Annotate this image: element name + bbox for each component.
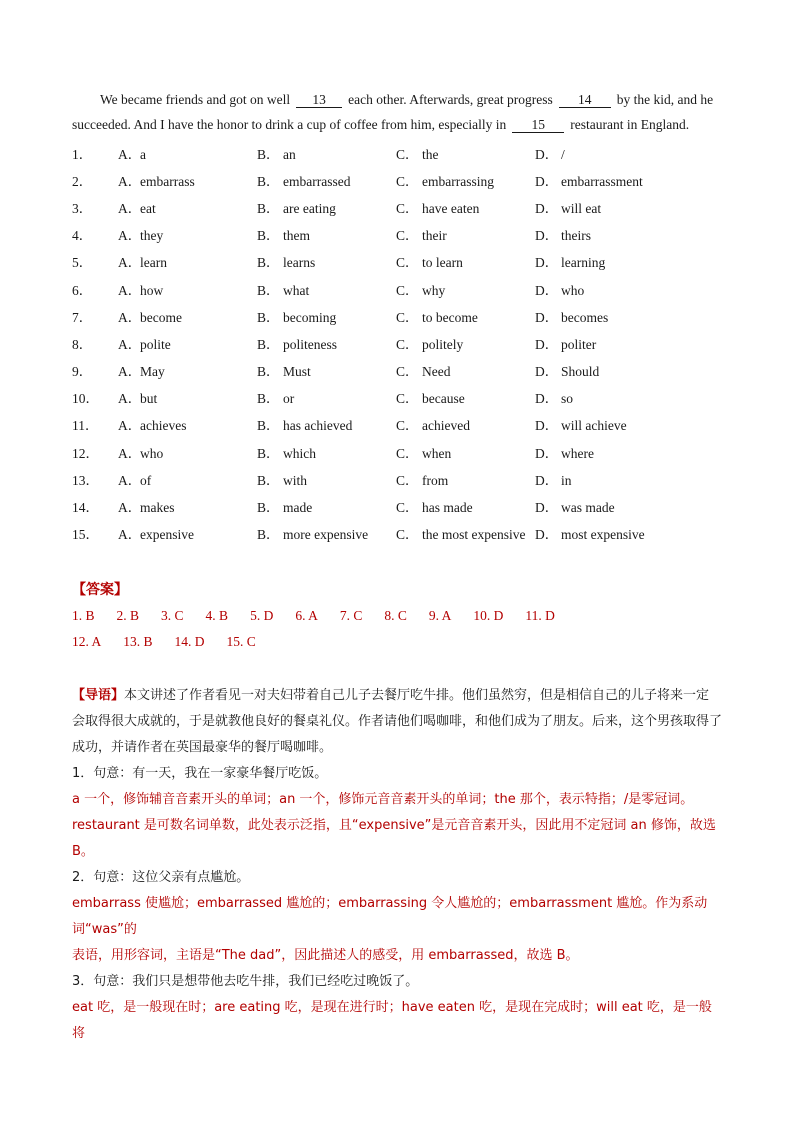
option-text: the most expensive: [422, 527, 526, 543]
option-text: which: [283, 445, 316, 461]
q3-explain-line: eat 吃，是一般现在时；are eating 吃，是现在进行时；have eaten 吃，是现在完成时；will eat 吃，是一般将: [72, 999, 712, 1041]
option-d: [535, 251, 674, 271]
guide-section: [72, 683, 722, 1047]
question-row: [72, 411, 722, 438]
guide-tag: 【导语】: [72, 687, 125, 703]
option-label: C．: [396, 527, 419, 543]
q1-explain-line: a 一个，修饰辅音音素开头的单词；an 一个，修饰元音音素开头的单词；the 那个，表示特指；/是零冠词。: [72, 791, 694, 807]
option-text: becomes: [561, 309, 609, 325]
answer-line-1: [72, 607, 722, 625]
option-label: D．: [535, 527, 559, 543]
option-a: [118, 414, 257, 434]
option-a: [118, 387, 257, 407]
option-label: C．: [396, 391, 419, 407]
question-number: 3．: [72, 200, 93, 216]
option-d: [535, 224, 674, 244]
option-label: B．: [257, 146, 280, 162]
answer-item: 9. A: [428, 607, 452, 623]
option-d: [535, 333, 674, 353]
option-label: D．: [535, 336, 559, 352]
option-text: with: [283, 472, 308, 488]
answer-item: 3. C: [161, 607, 184, 623]
option-text: why: [422, 282, 446, 298]
option-text: have eaten: [422, 200, 480, 216]
option-text: embarrass: [140, 173, 195, 189]
option-label: D．: [535, 309, 559, 325]
option-d: [535, 469, 674, 489]
option-b: [257, 414, 396, 434]
option-b: [257, 224, 396, 244]
question-row: [72, 166, 722, 193]
option-b: [257, 387, 396, 407]
option-d: [535, 279, 674, 299]
blank-14: 14: [559, 92, 611, 108]
question-row: [72, 438, 722, 465]
option-text: has made: [422, 500, 473, 516]
question-number: 10．: [72, 391, 99, 407]
option-label: A．: [118, 146, 142, 162]
passage-text-1: We became friends and got on well: [100, 92, 291, 107]
option-b: [257, 360, 396, 380]
option-b: [257, 197, 396, 217]
option-c: [396, 496, 535, 516]
answer-item: 8. C: [384, 607, 407, 623]
option-label: B．: [257, 336, 280, 352]
option-a: [118, 360, 257, 380]
option-c: [396, 279, 535, 299]
option-text: embarrassing: [422, 173, 494, 189]
option-label: C．: [396, 418, 419, 434]
option-a: [118, 523, 257, 543]
option-a: [118, 333, 257, 353]
option-a: [118, 251, 257, 271]
option-c: [396, 224, 535, 244]
option-label: B．: [257, 527, 280, 543]
option-text: achieves: [140, 418, 187, 434]
option-label: A．: [118, 336, 142, 352]
question-number: 12．: [72, 445, 99, 461]
option-text: achieved: [422, 418, 470, 434]
option-label: D．: [535, 472, 559, 488]
option-label: B．: [257, 391, 280, 407]
option-label: A．: [118, 418, 142, 434]
option-label: C．: [396, 173, 419, 189]
option-text: politely: [422, 336, 464, 352]
option-label: A．: [118, 472, 142, 488]
question-number: 5．: [72, 255, 93, 271]
question-row: [72, 492, 722, 519]
question-row: [72, 193, 722, 220]
option-text: who: [140, 445, 164, 461]
option-text: in: [561, 472, 572, 488]
option-label: B．: [257, 500, 280, 516]
option-d: [535, 360, 674, 380]
question-row: [72, 248, 722, 275]
option-label: D．: [535, 500, 559, 516]
question-number: 1．: [72, 146, 93, 162]
option-d: [535, 523, 674, 543]
question-number: 14．: [72, 500, 99, 516]
guide-intro-para: [72, 683, 722, 761]
option-label: C．: [396, 228, 419, 244]
option-text: them: [283, 228, 310, 244]
question-row: [72, 520, 722, 547]
question-row: [72, 384, 722, 411]
option-text: what: [283, 282, 310, 298]
option-label: B．: [257, 228, 280, 244]
option-text: politer: [561, 336, 597, 352]
option-a: [118, 442, 257, 462]
option-label: D．: [535, 445, 559, 461]
answer-item: 2. B: [116, 607, 140, 623]
option-label: A．: [118, 500, 142, 516]
option-text: eat: [140, 200, 156, 216]
blank-13: 13: [296, 92, 342, 108]
answer-heading: 【答案】: [72, 581, 128, 598]
question-number: 9．: [72, 364, 93, 380]
option-label: A．: [118, 282, 142, 298]
question-number: 2．: [72, 173, 93, 189]
question-row: [72, 302, 722, 329]
option-c: [396, 333, 535, 353]
option-label: D．: [535, 418, 559, 434]
guide-intro: 本文讲述了作者看见一对夫妇带着自己儿子去餐厅吃牛排。他们虽然穷，但是相信自己的儿子将来一定会取得很大成就的，于是就教他良好的餐桌礼仪。作者请他们喝咖啡，和他们成为了朋友。后来，这个男孩取得了成功，并请作者在英国最豪华的餐厅喝咖啡。: [72, 687, 723, 755]
option-label: D．: [535, 255, 559, 271]
option-text: made: [283, 500, 313, 516]
option-text: was made: [561, 500, 615, 516]
option-label: C．: [396, 282, 419, 298]
option-text: /: [561, 146, 565, 162]
option-text: but: [140, 391, 158, 407]
option-label: A．: [118, 200, 142, 216]
option-text: Need: [422, 364, 451, 380]
option-text: makes: [140, 500, 175, 516]
answer-item: 7. C: [339, 607, 363, 623]
option-text: how: [140, 282, 164, 298]
option-text: the: [422, 146, 439, 162]
option-label: C．: [396, 364, 419, 380]
option-label: C．: [396, 445, 419, 461]
option-a: [118, 279, 257, 299]
q2-explain-line: 表语，用形容词，主语是“The dad”，因此描述人的感受，用 embarrassed，故选 B。: [72, 947, 579, 963]
option-a: [118, 170, 257, 190]
passage-text-3: by the kid, and he succeeded. And I have the honor to drink a cup of coffee from him, especially in: [72, 92, 714, 132]
option-text: an: [283, 146, 296, 162]
option-text: are eating: [283, 200, 336, 216]
option-text: they: [140, 228, 164, 244]
question-row: [72, 357, 722, 384]
option-b: [257, 170, 396, 190]
answer-item: 12. A: [72, 633, 102, 649]
option-c: [396, 170, 535, 190]
option-label: B．: [257, 200, 280, 216]
q1-explain-title: 1．句意：有一天，我在一家豪华餐厅吃饭。: [72, 765, 328, 781]
option-text: has achieved: [283, 418, 353, 434]
option-text: to become: [422, 309, 478, 325]
document-page: [72, 88, 722, 1047]
q2-explain-line: embarrass 使尴尬；embarrassed 尴尬的；embarrassing 令人尴尬的；embarrassment 尴尬。作为系动词“was”的: [72, 895, 708, 937]
option-text: their: [422, 228, 447, 244]
option-a: [118, 143, 257, 163]
option-text: from: [422, 472, 449, 488]
question-row: [72, 275, 722, 302]
option-text: or: [283, 391, 295, 407]
answer-item: 4. B: [205, 607, 229, 623]
answer-item: 15. C: [226, 633, 256, 649]
option-label: D．: [535, 173, 559, 189]
option-label: B．: [257, 472, 280, 488]
answer-item: 10. D: [473, 607, 504, 623]
option-c: [396, 387, 535, 407]
option-label: B．: [257, 445, 280, 461]
option-text: politeness: [283, 336, 337, 352]
blank-15: 15: [512, 117, 564, 133]
option-text: Should: [561, 364, 600, 380]
option-d: [535, 170, 674, 190]
option-label: B．: [257, 173, 280, 189]
answer-item: 6. A: [295, 607, 318, 623]
q1-explain-line: B。: [72, 843, 94, 859]
question-row: [72, 329, 722, 356]
option-label: C．: [396, 200, 419, 216]
answer-item: 11. D: [525, 607, 555, 623]
option-b: [257, 143, 396, 163]
option-b: [257, 523, 396, 543]
option-label: A．: [118, 445, 142, 461]
option-d: [535, 442, 674, 462]
option-a: [118, 197, 257, 217]
option-label: D．: [535, 282, 559, 298]
option-d: [535, 414, 674, 434]
option-text: where: [561, 445, 594, 461]
option-c: [396, 360, 535, 380]
option-b: [257, 279, 396, 299]
option-text: May: [140, 364, 165, 380]
option-text: when: [422, 445, 452, 461]
option-text: learning: [561, 255, 606, 271]
option-c: [396, 442, 535, 462]
option-label: B．: [257, 309, 280, 325]
option-text: so: [561, 391, 574, 407]
option-text: theirs: [561, 228, 591, 244]
option-label: A．: [118, 364, 142, 380]
option-b: [257, 442, 396, 462]
option-label: B．: [257, 418, 280, 434]
q2-explain-title: 2．句意：这位父亲有点尴尬。: [72, 869, 250, 885]
option-b: [257, 333, 396, 353]
option-text: a: [140, 146, 146, 162]
option-text: most expensive: [561, 527, 645, 543]
option-label: A．: [118, 228, 142, 244]
option-text: more expensive: [283, 527, 369, 543]
option-label: D．: [535, 146, 559, 162]
option-d: [535, 387, 674, 407]
question-row: [72, 465, 722, 492]
option-text: Must: [283, 364, 311, 380]
question-number: 8．: [72, 336, 93, 352]
option-label: C．: [396, 472, 419, 488]
option-label: C．: [396, 309, 419, 325]
option-label: D．: [535, 364, 559, 380]
passage-text-2: each other. Afterwards, great progress: [348, 92, 553, 107]
option-text: who: [561, 282, 585, 298]
question-number: 6．: [72, 282, 93, 298]
question-number: 4．: [72, 228, 93, 244]
option-label: C．: [396, 146, 419, 162]
option-text: will achieve: [561, 418, 627, 434]
option-text: embarrassment: [561, 173, 643, 189]
option-label: C．: [396, 500, 419, 516]
option-c: [396, 523, 535, 543]
option-text: of: [140, 472, 152, 488]
option-a: [118, 306, 257, 326]
option-d: [535, 143, 674, 163]
q3-explain-title: 3．句意：我们只是想带他去吃牛排，我们已经吃过晚饭了。: [72, 973, 419, 989]
option-text: learn: [140, 255, 167, 271]
option-label: D．: [535, 391, 559, 407]
option-b: [257, 306, 396, 326]
option-c: [396, 143, 535, 163]
option-label: A．: [118, 255, 142, 271]
option-c: [396, 414, 535, 434]
answer-item: 14. D: [174, 633, 205, 649]
option-text: polite: [140, 336, 171, 352]
answer-item: 13. B: [123, 633, 153, 649]
passage: [72, 88, 722, 137]
option-label: A．: [118, 173, 142, 189]
option-text: become: [140, 309, 182, 325]
option-label: C．: [396, 336, 419, 352]
option-label: D．: [535, 200, 559, 216]
option-label: A．: [118, 391, 142, 407]
question-number: 7．: [72, 309, 93, 325]
option-text: expensive: [140, 527, 194, 543]
option-b: [257, 496, 396, 516]
option-label: C．: [396, 255, 419, 271]
option-label: A．: [118, 527, 142, 543]
q1-explain-line: restaurant 是可数名词单数，此处表示泛指，且“expensive”是元音音素开头，因此用不定冠词 an 修饰，故选: [72, 817, 716, 833]
option-label: B．: [257, 255, 280, 271]
answer-item: 1. B: [72, 607, 95, 623]
option-b: [257, 469, 396, 489]
option-a: [118, 224, 257, 244]
option-c: [396, 469, 535, 489]
option-c: [396, 197, 535, 217]
option-d: [535, 496, 674, 516]
option-label: D．: [535, 228, 559, 244]
option-label: B．: [257, 364, 280, 380]
option-label: B．: [257, 282, 280, 298]
option-label: A．: [118, 309, 142, 325]
question-number: 13．: [72, 472, 99, 488]
question-row: [72, 139, 722, 166]
passage-text-4: restaurant in England.: [570, 116, 690, 132]
option-b: [257, 251, 396, 271]
option-text: embarrassed: [283, 173, 351, 189]
option-c: [396, 306, 535, 326]
option-a: [118, 496, 257, 516]
option-c: [396, 251, 535, 271]
option-text: because: [422, 391, 465, 407]
answer-item: 5. D: [250, 607, 274, 623]
question-number: 15．: [72, 527, 99, 543]
question-number: 11．: [72, 418, 99, 434]
option-text: to learn: [422, 255, 463, 271]
option-d: [535, 306, 674, 326]
question-row: [72, 221, 722, 248]
option-a: [118, 469, 257, 489]
answer-line-2: [72, 633, 722, 651]
question-options: [72, 139, 722, 547]
option-text: becoming: [283, 309, 337, 325]
option-d: [535, 197, 674, 217]
option-text: learns: [283, 255, 316, 271]
option-text: will eat: [561, 200, 602, 216]
